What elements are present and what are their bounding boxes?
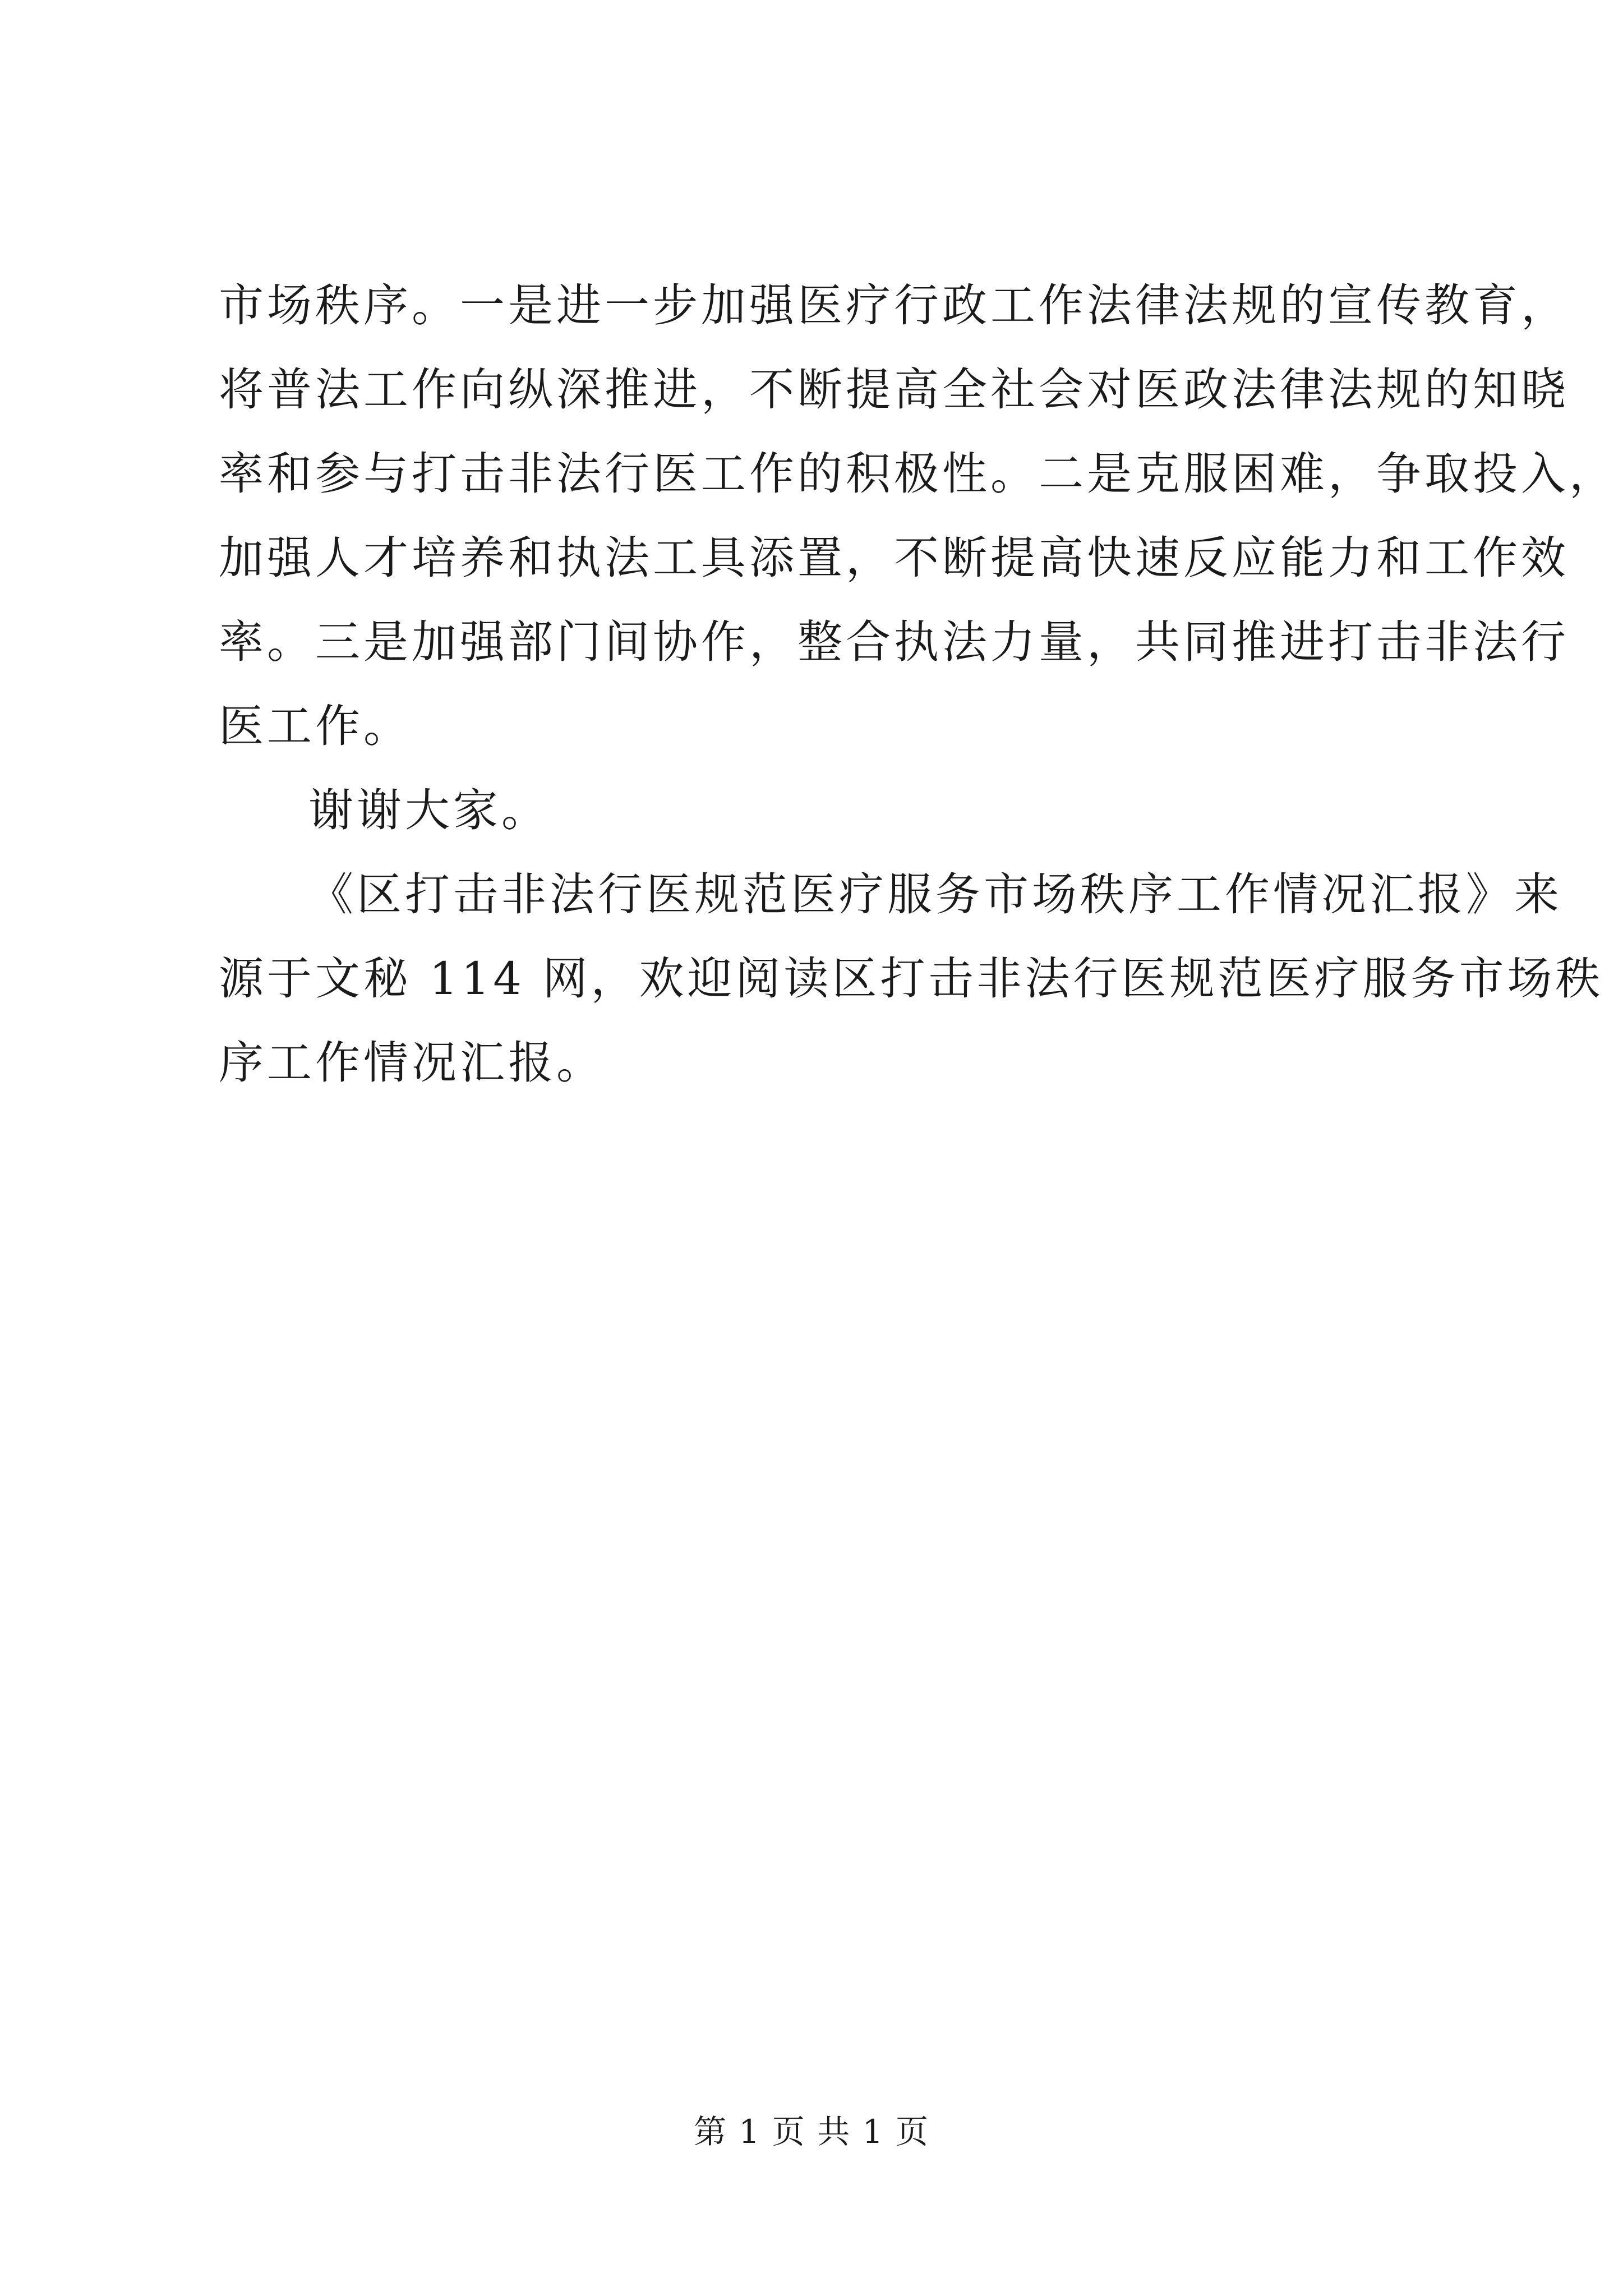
paragraph-line: 市场秩序。一是进一步加强医疗行政工作法律法规的宣传教育，: [219, 279, 1569, 332]
source-note-line: 源于文秘 114 网，欢迎阅读区打击非法行医规范医疗服务市场秩: [219, 953, 1604, 1005]
document-body: [219, 264, 1617, 1105]
paragraph-line: 率和参与打击非法行医工作的积极性。二是克服困难，争取投入，: [219, 448, 1617, 500]
paragraph-line: 加强人才培养和执法工具添置，不断提高快速反应能力和工作效: [219, 532, 1569, 584]
source-note-line: 《区打击非法行医规范医疗服务市场秩序工作情况汇报》来: [308, 868, 1562, 921]
paragraph-line: 将普法工作向纵深推进，不断提高全社会对医政法律法规的知晓: [219, 364, 1569, 416]
page-footer: 第 1 页 共 1 页: [694, 2113, 929, 2151]
paragraph-line: 率。三是加强部门间协作，整合执法力量，共同推进打击非法行: [219, 616, 1569, 668]
paragraph-line: 医工作。: [219, 700, 412, 752]
source-note-line: 序工作情况汇报。: [219, 1037, 605, 1089]
closing-line: 谢谢大家。: [308, 784, 550, 836]
